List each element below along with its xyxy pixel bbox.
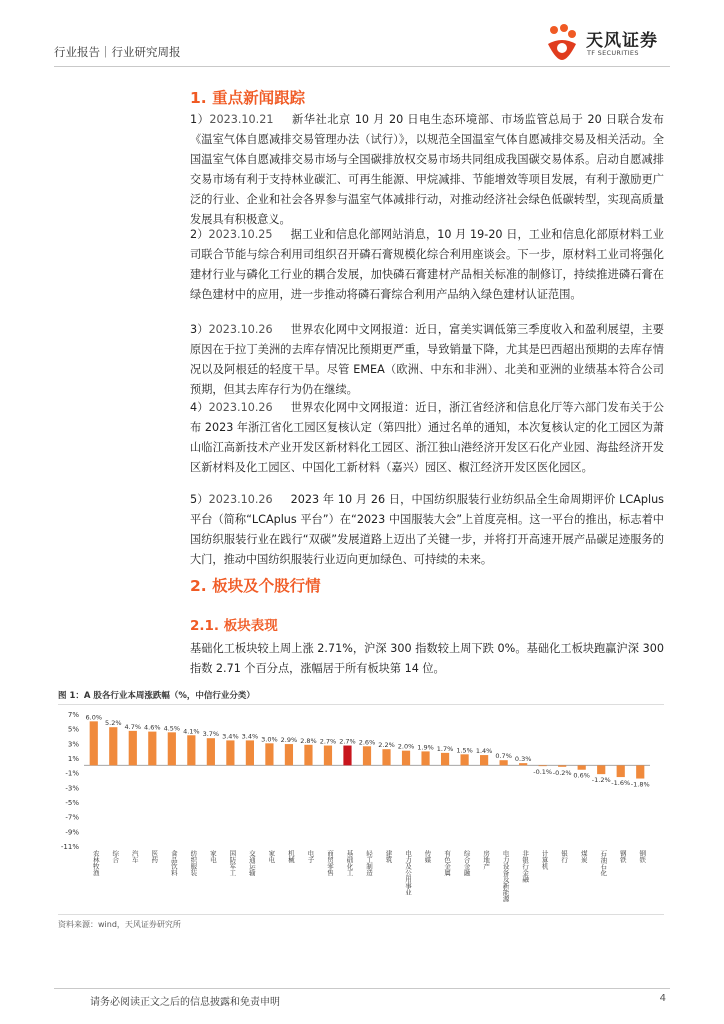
logo-text: 天风证券 xyxy=(586,31,658,51)
x-tick-label: 计算机 xyxy=(540,850,549,870)
data-label: 4.1% xyxy=(183,727,200,736)
news-text: 新华社北京 10 月 20 日电生态环境部、市场监管总局于 20 日联合发布《温室气体自愿减排交易管理办法（试行）》，以规范全国温室气体自愿减排交易及相关活动。全国温室气体自愿减排交易市场与全国碳排放权交易市场共同组成我国碳交易体系。启动自愿减排交易市场有利于支持林业碳汇、可再生能源、甲烷减排、节能增效等项目发展，有利于激励更广泛的行业、企业和社会各界参与温室气体减排行动，对推动经济社会绿色低碳转型，实现高质量发展具有积极意义。 xyxy=(190,113,664,226)
data-label: 0.6% xyxy=(573,771,590,780)
bar xyxy=(617,765,625,777)
x-tick-label: 银行 xyxy=(560,850,569,863)
x-tick-label: 家电 xyxy=(267,850,276,863)
data-label: 6.0% xyxy=(85,713,103,722)
news-prefix: 2） xyxy=(190,228,209,241)
x-tick-label: 电力设备及新能源 xyxy=(501,850,510,902)
x-tick-label: 交通运输 xyxy=(247,850,256,876)
data-label: 4.5% xyxy=(163,724,181,733)
news-date: 2023.10.26 xyxy=(208,401,273,414)
news-date: 2023.10.26 xyxy=(208,493,273,506)
data-label: 3.4% xyxy=(241,732,259,741)
data-label: 2.7% xyxy=(319,737,337,746)
data-label: 1.7% xyxy=(436,744,454,753)
data-label: 2.8% xyxy=(300,736,317,745)
x-tick-label: 钢铁 xyxy=(638,850,647,863)
x-tick-label: 石油石化 xyxy=(599,850,608,876)
data-label: -0.2% xyxy=(552,768,572,777)
sector-summary: 基础化工板块较上周上涨 2.71%，沪深 300 指数较上周下跌 0%。基础化工板块跑赢沪深 300 指数 2.71 个百分点，涨幅居于所有板块第 14 位。 xyxy=(190,642,664,675)
data-label: 4.6% xyxy=(144,723,161,732)
footer-disclaimer: 请务必阅读正文之后的信息披露和免责申明 xyxy=(90,997,280,1008)
x-tick-label: 非银行金融 xyxy=(521,850,530,883)
y-tick-label: -1% xyxy=(65,769,79,778)
x-tick-label: 钢铁 xyxy=(618,850,627,863)
data-label: 0.3% xyxy=(514,755,532,764)
news-date: 2023.10.26 xyxy=(208,323,273,336)
x-tick-label: 轻工制造 xyxy=(365,850,373,876)
x-tick-label: 建筑 xyxy=(384,850,393,863)
bar xyxy=(168,732,176,765)
data-label: 5.2% xyxy=(105,719,122,728)
footer-divider xyxy=(54,988,670,989)
news-item-2 xyxy=(190,225,664,305)
x-tick-label: 家电 xyxy=(208,850,217,863)
bar xyxy=(90,721,98,765)
report-breadcrumb: 行业报告｜行业研究周报 xyxy=(54,45,181,59)
section-title-news: 1. 重点新闻跟踪 xyxy=(190,89,306,107)
bar xyxy=(402,751,410,766)
bar xyxy=(246,740,254,765)
bar xyxy=(480,755,488,765)
y-tick-label: -11% xyxy=(60,843,79,851)
bar xyxy=(129,731,137,765)
y-tick-label: -9% xyxy=(65,828,79,837)
figure-source: 资料来源：wind，天风证券研究所 xyxy=(58,920,181,929)
bar xyxy=(441,753,449,765)
bar xyxy=(226,740,234,765)
news-item-4 xyxy=(190,398,664,478)
news-prefix: 5） xyxy=(190,493,209,506)
news-date: 2023.10.25 xyxy=(208,228,273,241)
x-tick-label: 汽车 xyxy=(130,850,139,863)
data-label: 0.7% xyxy=(495,752,512,761)
data-label: 3.7% xyxy=(202,730,220,739)
news-item-3 xyxy=(190,320,664,400)
data-label: -1.6% xyxy=(611,779,631,788)
bar xyxy=(500,760,508,765)
bar xyxy=(363,746,371,765)
data-label: -1.8% xyxy=(630,780,650,789)
bar xyxy=(539,765,547,766)
x-tick-label: 综合 xyxy=(111,850,120,863)
bar xyxy=(187,735,195,765)
header-divider xyxy=(54,66,670,67)
y-tick-label: -3% xyxy=(65,784,79,793)
news-prefix: 4） xyxy=(190,401,209,414)
industry-return-bar-chart xyxy=(58,706,662,912)
data-label: 1.9% xyxy=(417,743,434,752)
y-tick-label: 7% xyxy=(67,711,79,719)
x-tick-label: 传媒 xyxy=(423,850,432,863)
bar xyxy=(578,765,586,769)
x-tick-label: 食品饮料 xyxy=(169,850,178,876)
bar xyxy=(460,754,468,765)
bar xyxy=(148,732,156,766)
x-tick-label: 农林牧渔 xyxy=(91,850,100,876)
bar xyxy=(109,727,117,765)
x-tick-label: 房地产 xyxy=(482,850,491,870)
x-tick-label: 基础化工 xyxy=(345,850,354,876)
data-label: 2.9% xyxy=(280,736,298,745)
news-prefix: 1） xyxy=(190,113,210,126)
x-tick-label: 国防军工 xyxy=(228,850,237,876)
logo-subtext: TF SECURITIES xyxy=(587,49,639,57)
y-tick-label: -7% xyxy=(65,813,79,822)
news-date: 2023.10.21 xyxy=(209,113,274,126)
bar xyxy=(597,765,605,774)
y-tick-label: -5% xyxy=(65,799,79,807)
bar xyxy=(636,765,644,778)
page-number: 4 xyxy=(659,993,666,1004)
bar xyxy=(558,765,566,766)
x-tick-label: 机械 xyxy=(286,850,295,863)
data-label: -0.1% xyxy=(533,768,553,777)
bar xyxy=(285,744,293,765)
x-tick-label: 煤炭 xyxy=(579,850,588,863)
y-tick-label: 3% xyxy=(67,740,79,749)
bar xyxy=(519,763,527,765)
news-text: 2023 年 10 月 26 日，中国纺织服装行业纺织品全生命周期评价 LCAplus 平台（简称“LCAplus 平台”）在“2023 中国服装大会”上首度亮相。这一平台的推出，标志着中国纺织服装行业在践行“双碳”发展道路上迈出了关键一步，并将打开高速开展产品碳足迹服务的大门，推动中国纺织服装行业迈向更加绿色、可持续的未来。 xyxy=(190,493,665,566)
data-label: 4.7% xyxy=(124,722,142,731)
bar xyxy=(304,745,312,766)
x-tick-label: 纺织服装 xyxy=(189,850,198,876)
x-tick-label: 医药 xyxy=(150,850,159,863)
data-label: 2.2% xyxy=(378,741,395,750)
data-label: 1.4% xyxy=(475,747,493,756)
data-label: 3.0% xyxy=(261,735,278,744)
data-label: 1.5% xyxy=(456,746,473,755)
bar xyxy=(382,749,390,765)
bar xyxy=(207,738,215,765)
y-tick-label: 1% xyxy=(67,755,79,763)
news-text: 世界农化网中文网报道：近日，浙江省经济和信息化厅等六部门发布关于公布 2023 年浙江省化工园区复核认定（第四批）通过名单的通知，本次复核认定的化工园区为萧山临江高新技术产业开发区新材料化工园区、浙江独山港经济开发区石化产业园、海盐经济开发区新材料及化工园区、中国化工新材料（嘉兴）园区、椒江经济开发区医化园区。 xyxy=(190,401,664,474)
bar xyxy=(324,746,332,766)
news-text: 世界农化网中文网报道：近日，富美实调低第三季度收入和盈利展望，主要原因在于拉丁美洲的去库存情况比预期更严重，导致销量下降，尤其是巴西超出预期的去库存情况以及阿根廷的轻度干旱。尽管 EMEA（欧洲、中东和非洲）、北美和亚洲的业绩基本符合公司预期，但其去库存行为仍在继续。 xyxy=(190,323,664,396)
x-tick-label: 有色金属 xyxy=(443,850,452,876)
company-logo xyxy=(542,20,670,64)
x-tick-label: 商贸零售 xyxy=(325,850,334,876)
figure-top-divider xyxy=(58,704,664,705)
data-label: 2.0% xyxy=(397,742,415,751)
news-item-1 xyxy=(190,110,664,230)
figure-title: 图 1：A 股各行业本周涨跌幅（%，中信行业分类） xyxy=(58,691,255,701)
y-tick-label: 5% xyxy=(67,725,79,734)
logo-petal-icon xyxy=(542,22,582,62)
bar xyxy=(421,751,429,765)
subsection-title-sector: 2.1. 板块表现 xyxy=(190,618,278,634)
figure-bottom-divider xyxy=(58,914,664,915)
data-label: 2.7% xyxy=(339,737,356,746)
data-label: 2.6% xyxy=(358,738,376,747)
x-tick-label: 电子 xyxy=(306,850,315,863)
news-item-5 xyxy=(190,490,664,570)
bar xyxy=(343,746,351,766)
data-label: -1.2% xyxy=(591,776,611,785)
news-text: 据工业和信息化部网站消息，10 月 19-20 日，工业和信息化部原材料工业司联合节能与综合利用司组织召开磷石膏规模化综合利用座谈会。下一步，原材料工业司将强化建材行业与磷化工行业的耦合发展，加快磷石膏建材产品相关标准的制修订，持续推进磷石膏在绿色建材中的应用，进一步推动将磷石膏综合利用产品纳入绿色建材认证范围。 xyxy=(190,228,664,301)
data-label: 3.4% xyxy=(222,732,239,741)
bar xyxy=(265,743,273,765)
x-tick-label: 综合金融 xyxy=(462,850,471,876)
section-title-market: 2. 板块及个股行情 xyxy=(190,577,321,595)
x-tick-label: 电力及公用事业 xyxy=(404,850,413,896)
news-prefix: 3） xyxy=(190,323,209,336)
